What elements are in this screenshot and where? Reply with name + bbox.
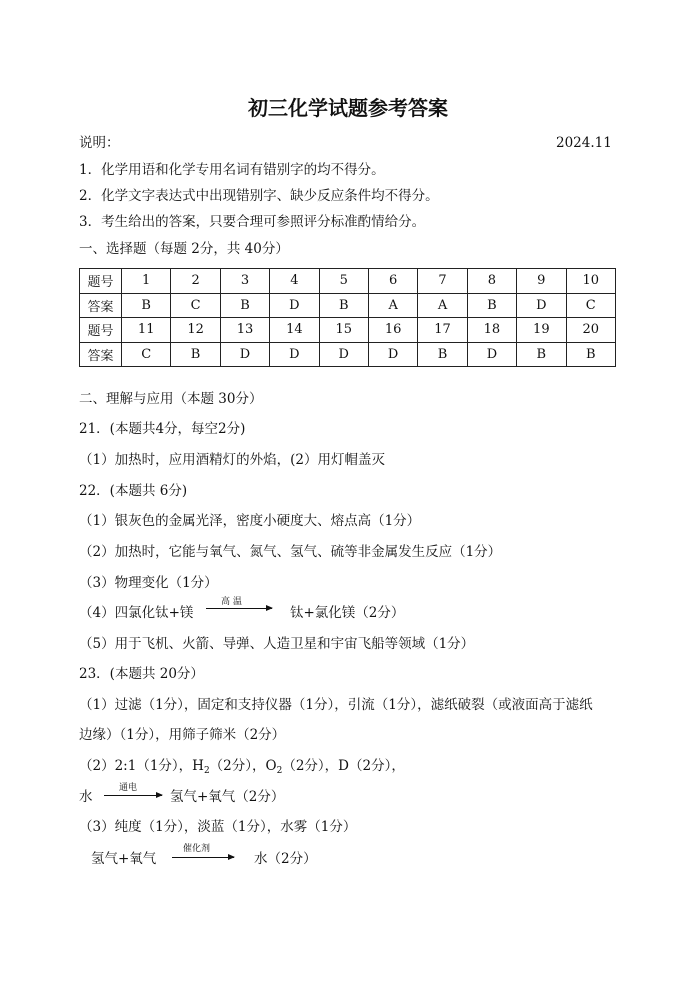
table-row-header: 题号 bbox=[80, 269, 122, 294]
table-cell: 17 bbox=[418, 318, 467, 343]
reaction-arrow bbox=[172, 857, 234, 858]
section1-heading: 一、选择题（每题 2分，共 40分） bbox=[79, 241, 289, 257]
table-cell: D bbox=[467, 342, 516, 367]
table-cell: 15 bbox=[319, 318, 368, 343]
table-cell: B bbox=[566, 342, 615, 367]
q22-answer-5: （5）用于飞机、火箭、导弹、人造卫星和宇宙飞船等领域（1分） bbox=[79, 636, 475, 652]
table-row bbox=[80, 293, 616, 318]
table-cell: 7 bbox=[418, 269, 467, 294]
table-cell: C bbox=[171, 293, 220, 318]
table-cell: D bbox=[517, 293, 566, 318]
table-cell: C bbox=[566, 293, 615, 318]
table-cell: 12 bbox=[171, 318, 220, 343]
table-cell: D bbox=[319, 342, 368, 367]
table-cell: 6 bbox=[368, 269, 417, 294]
table-cell: 14 bbox=[270, 318, 319, 343]
table-cell: B bbox=[220, 293, 269, 318]
q22-answer-1: （1）银灰色的金属光泽，密度小硬度大、熔点高（1分） bbox=[79, 513, 421, 529]
q23-answer-3-left: 水 bbox=[79, 789, 93, 805]
table-row bbox=[80, 318, 616, 343]
table-cell: 13 bbox=[220, 318, 269, 343]
date: 2024.11 bbox=[556, 135, 612, 151]
section2-heading: 二、理解与应用（本题 30分） bbox=[79, 391, 263, 407]
table-cell: 18 bbox=[467, 318, 516, 343]
note-item-3: 3．考生给出的答案，只要合理可参照评分标准酌情给分。 bbox=[79, 214, 426, 230]
note-label: 说明： bbox=[79, 135, 120, 151]
q23-answer-2: （2）2:1（1分），$H_2(2$分），$O_2(2$分），D（2分）， bbox=[79, 758, 405, 776]
q22-answer-3: （3）物理变化（1分） bbox=[79, 575, 218, 591]
table-cell: C bbox=[122, 342, 171, 367]
q22-title: 22．(本题共 6分) bbox=[79, 483, 188, 499]
table-cell: B bbox=[418, 342, 467, 367]
q23-answer-4: （3）纯度（1分），淡蓝（1分），水雾（1分） bbox=[79, 819, 357, 835]
table-cell: B bbox=[467, 293, 516, 318]
note-item-2: 2．化学文字表达式中出现错别字、缺少反应条件均不得分。 bbox=[79, 188, 439, 204]
reaction-arrow bbox=[104, 795, 162, 796]
table-cell: 11 bbox=[122, 318, 171, 343]
table-row bbox=[80, 269, 616, 294]
table-cell: B bbox=[319, 293, 368, 318]
table-cell: 20 bbox=[566, 318, 615, 343]
q23-answer-3-right: 氢气+氧气（2分） bbox=[170, 789, 285, 805]
note-item-1: 1．化学用语和化学专用名词有错别字的均不得分。 bbox=[79, 162, 385, 178]
q23-answer-5-right: 水（2分） bbox=[254, 851, 317, 867]
reaction-condition: 通电 bbox=[119, 783, 138, 793]
table-cell: 19 bbox=[517, 318, 566, 343]
table-cell: 4 bbox=[270, 269, 319, 294]
table-cell: A bbox=[368, 293, 417, 318]
reaction-condition: 催化剂 bbox=[183, 844, 211, 854]
reaction-arrow bbox=[206, 608, 272, 609]
q23-answer-1-cont: 边缘）（1分），用筛子筛米（2分） bbox=[79, 727, 286, 743]
q22-answer-4-right: 钛+氯化镁（2分） bbox=[290, 605, 405, 621]
table-cell: 9 bbox=[517, 269, 566, 294]
table-cell: D bbox=[270, 293, 319, 318]
q22-answer-2: （2）加热时，它能与氧气、氮气、氢气、硫等非金属发生反应（1分） bbox=[79, 544, 502, 560]
table-cell: D bbox=[270, 342, 319, 367]
table-cell: 8 bbox=[467, 269, 516, 294]
table-row bbox=[80, 342, 616, 367]
table-row-header: 题号 bbox=[80, 318, 122, 343]
table-cell: 16 bbox=[368, 318, 417, 343]
table-cell: 3 bbox=[220, 269, 269, 294]
table-cell: B bbox=[517, 342, 566, 367]
table-cell: B bbox=[122, 293, 171, 318]
table-cell: 5 bbox=[319, 269, 368, 294]
table-cell: 1 bbox=[122, 269, 171, 294]
q22-answer-4-left: （4）四氯化钛+镁 bbox=[79, 605, 194, 621]
table-row-header: 答案 bbox=[80, 342, 122, 367]
q23-answer-1: （1）过滤（1分），固定和支持仪器（1分），引流（1分），滤纸破裂（或液面高于滤纸 bbox=[79, 697, 593, 713]
table-cell: 10 bbox=[566, 269, 615, 294]
table-cell: 2 bbox=[171, 269, 220, 294]
q23-answer-5-left: 氢气+氧气 bbox=[91, 851, 157, 867]
table-cell: D bbox=[220, 342, 269, 367]
answer-table bbox=[79, 268, 616, 367]
q23-title: 23．(本题共 20分） bbox=[79, 666, 204, 682]
table-cell: D bbox=[368, 342, 417, 367]
reaction-condition: 高 温 bbox=[221, 597, 242, 607]
q21-title: 21．(本题共4分，每空2分) bbox=[79, 421, 246, 437]
table-cell: A bbox=[418, 293, 467, 318]
q21-answer: （1）加热时，应用酒精灯的外焰，(2）用灯帽盖灭 bbox=[79, 452, 385, 468]
page-title: 初三化学试题参考答案 bbox=[248, 96, 448, 120]
table-cell: B bbox=[171, 342, 220, 367]
table-row-header: 答案 bbox=[80, 293, 122, 318]
